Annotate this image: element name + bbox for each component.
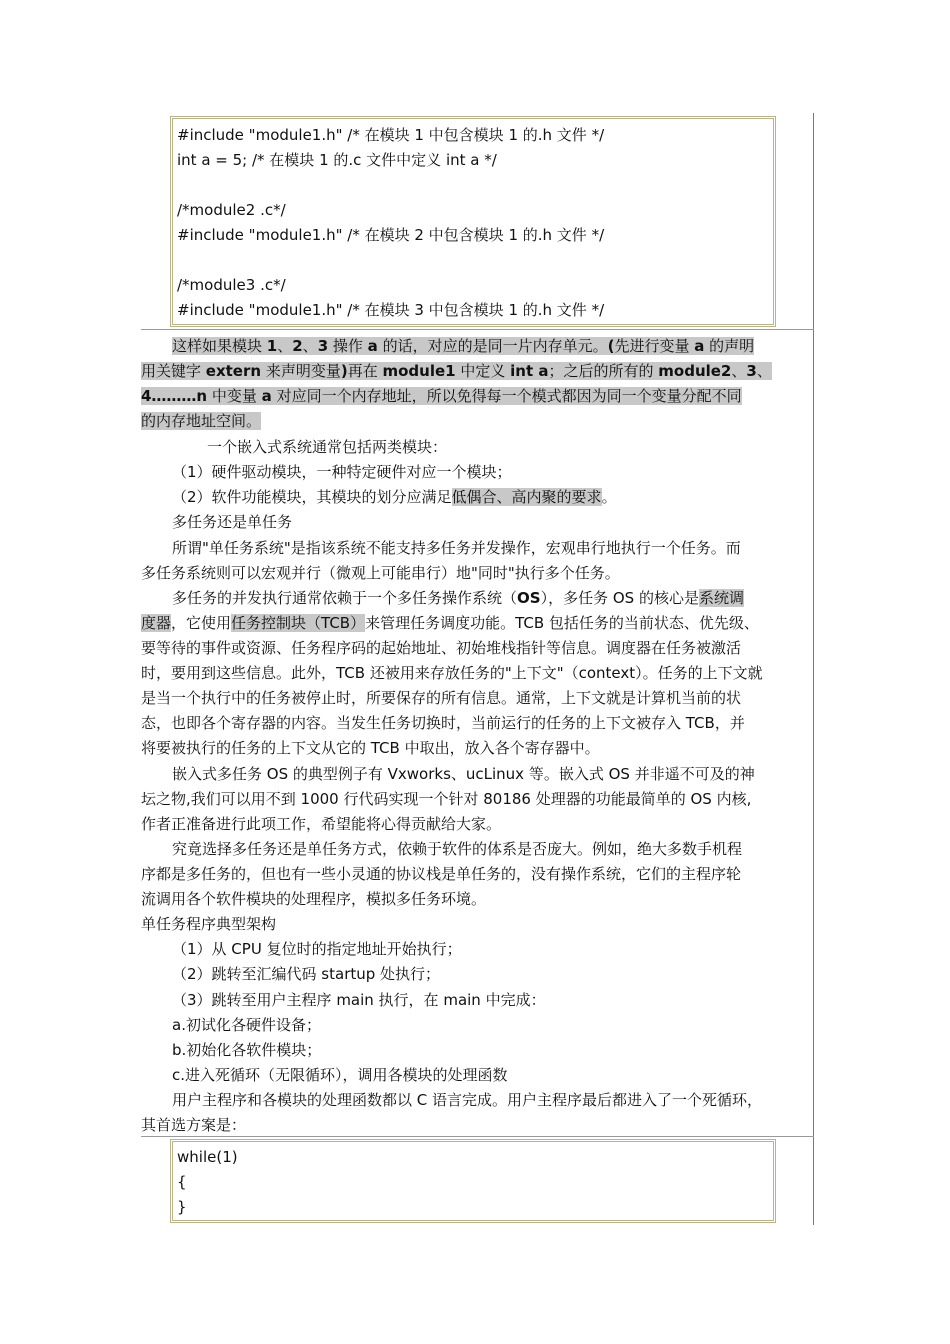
code-block-module-include xyxy=(170,116,776,327)
body-text: 一个嵌入式系统通常包括两类模块： xyxy=(207,438,448,456)
code-line: /*module3 .c*/ xyxy=(177,276,286,294)
body-text: 将要被执行的任务的上下文从它的 TCB 中取出，放入各个寄存器中。 xyxy=(141,739,600,757)
table-right-border xyxy=(813,113,814,1225)
body-text: 所谓"单任务系统"是指该系统不能支持多任务并发操作，宏观串行地执行一个任务。而 xyxy=(172,539,741,557)
body-text: 度器，它使用任务控制块（TCB）来管理任务调度功能。TCB 包括任务的当前状态、优先级、 xyxy=(141,614,759,632)
code-line: /*module2 .c*/ xyxy=(177,201,286,219)
body-text: 是当一个执行中的任务被停止时，所要保存的所有信息。通常，上下文就是计算机当前的状 xyxy=(141,689,742,707)
body-text: 流调用各个软件模块的处理程序，模拟多任务环境。 xyxy=(141,890,487,908)
list-item: a.初试化各硬件设备； xyxy=(172,1016,321,1034)
code-block-while-loop xyxy=(170,1139,776,1223)
section-divider xyxy=(141,329,814,330)
body-text: 态，也即各个寄存器的内容。当发生任务切换时，当前运行的任务的上下文被存入 TCB，并 xyxy=(141,714,745,732)
section-heading: 单任务程序典型架构 xyxy=(141,915,277,933)
list-item: （2）软件功能模块，其模块的划分应满足低偶合、高内聚的要求。 xyxy=(172,488,617,506)
explain-line-1: 这样如果模块 1、2、3 操作 a 的话，对应的是同一片内存单元。(先进行变量 a 的声明 xyxy=(172,337,755,355)
list-item: （1）硬件驱动模块，一种特定硬件对应一个模块； xyxy=(172,463,512,481)
body-text: 作者正准备进行此项工作，希望能将心得贡献给大家。 xyxy=(141,815,502,833)
list-item: （3）跳转至用户主程序 main 执行，在 main 中完成： xyxy=(172,991,546,1009)
list-item: c.进入死循环（无限循环），调用各模块的处理函数 xyxy=(172,1066,508,1084)
code-line: int a = 5; /* 在模块 1 的.c 文件中定义 int a */ xyxy=(177,151,497,169)
code-line: { xyxy=(177,1173,187,1191)
explain-line-2: 用关键字 extern 来声明变量)再在 module1 中定义 int a；之后的所有的 module2、3、 xyxy=(141,362,772,380)
body-text: 多任务的并发执行通常依赖于一个多任务操作系统（OS），多任务 OS 的核心是系统调 xyxy=(172,589,744,607)
body-text: 其首选方案是： xyxy=(141,1116,247,1134)
code-line: #include "module1.h" /* 在模块 2 中包含模块 1 的.h 文件 */ xyxy=(177,226,605,244)
section-heading: 多任务还是单任务 xyxy=(172,513,293,531)
body-text: 多任务系统则可以宏观并行（微观上可能串行）地"同时"执行多个任务。 xyxy=(141,564,620,582)
list-item: （1）从 CPU 复位时的指定地址开始执行； xyxy=(172,940,462,958)
body-text: 究竟选择多任务还是单任务方式，依赖于软件的体系是否庞大。例如，绝大多数手机程 xyxy=(172,840,743,858)
explain-line-3: 4………n 中变量 a 对应同一个内存地址，所以免得每一个模式都因为同一个变量分配不同 xyxy=(141,387,742,405)
list-item: b.初始化各软件模块； xyxy=(172,1041,322,1059)
section-divider xyxy=(141,1136,814,1137)
body-text: 序都是多任务的，但也有一些小灵通的协议栈是单任务的，没有操作系统，它们的主程序轮 xyxy=(141,865,742,883)
body-text: 时，要用到这些信息。此外，TCB 还被用来存放任务的"上下文"（context）。任务的上下文就 xyxy=(141,664,763,682)
list-item: （2）跳转至汇编代码 startup 处执行； xyxy=(172,965,441,983)
body-text: 用户主程序和各模块的处理函数都以 C 语言完成。用户主程序最后都进入了一个死循环， xyxy=(172,1091,763,1109)
code-line: #include "module1.h" /* 在模块 1 中包含模块 1 的.h 文件 */ xyxy=(177,126,605,144)
code-line: } xyxy=(177,1198,187,1216)
code-line: while(1) xyxy=(177,1148,238,1166)
body-text: 要等待的事件或资源、任务程序码的起始地址、初始堆栈指针等信息。调度器在任务被激活 xyxy=(141,639,742,657)
body-text: 坛之物,我们可以用不到 1000 行代码实现一个针对 80186 处理器的功能最简单的 OS 内核, xyxy=(141,790,752,808)
body-text: 嵌入式多任务 OS 的典型例子有 Vxworks、ucLinux 等。嵌入式 OS 并非遥不可及的神 xyxy=(172,765,755,783)
explain-line-4: 的内存地址空间。 xyxy=(141,412,262,430)
code-line: #include "module1.h" /* 在模块 3 中包含模块 1 的.h 文件 */ xyxy=(177,301,605,319)
